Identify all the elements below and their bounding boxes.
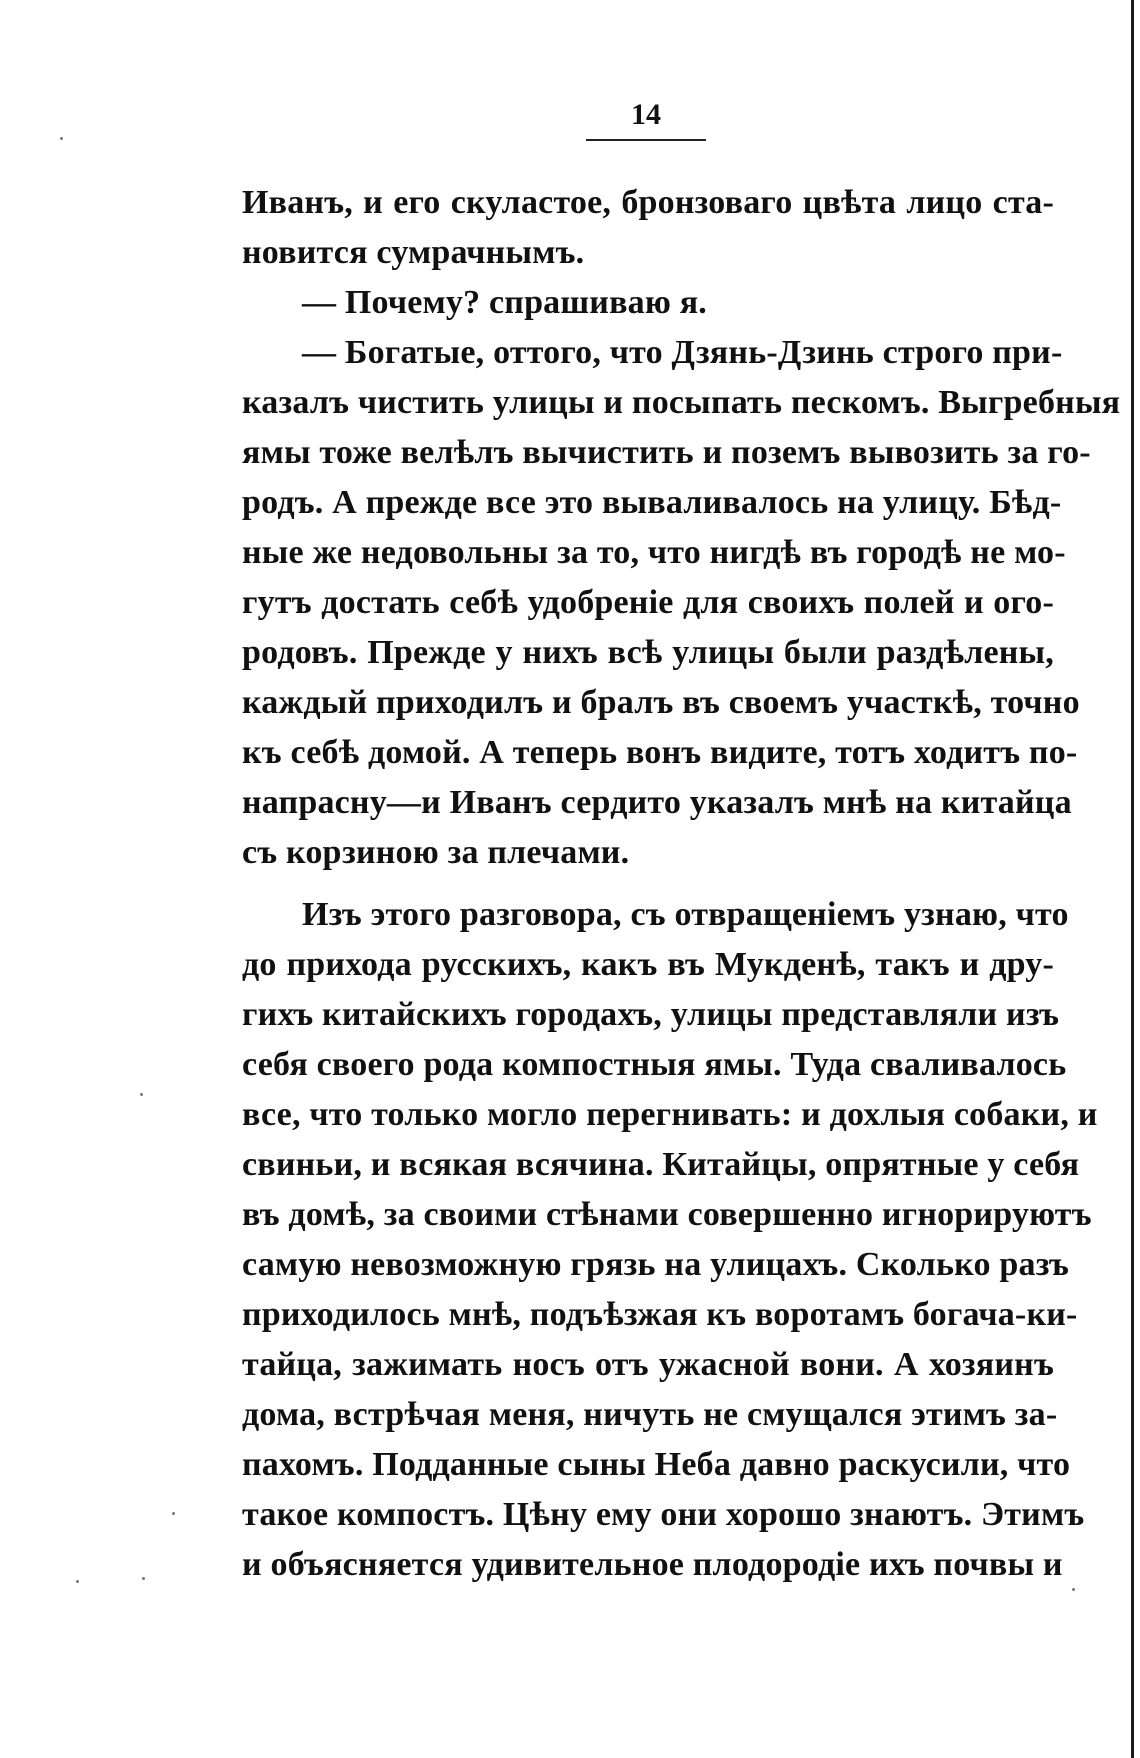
text-line: ямы тоже велѣлъ вычистить и поземъ вывозить за го- <box>242 434 1091 471</box>
text-line: родъ. А прежде все это вываливалось на улицу. Бѣд- <box>242 484 1062 521</box>
paragraph-gap <box>242 878 1054 890</box>
body-text <box>242 178 1121 1590</box>
text-line: такое компостъ. Цѣну ему они хорошо знаютъ. Этимъ <box>242 1496 1085 1533</box>
text-line: Иванъ, и его скуластое, бронзоваго цвѣта лицо ста- <box>242 184 1054 221</box>
text-line: пахомъ. Подданные сыны Неба давно раскусили, что <box>242 1446 1071 1483</box>
text-line: гихъ китайскихъ городахъ, улицы представляли изъ <box>242 996 1060 1033</box>
text-line: и объясняется удивительное плодородіе ихъ почвы и <box>242 1546 1063 1583</box>
text-line: въ домѣ, за своими стѣнами совершенно игнорируютъ <box>242 1196 1092 1233</box>
text-line: казалъ чистить улицы и посыпать пескомъ. Выгребныя <box>242 384 1121 421</box>
text-line: каждый приходилъ и бралъ въ своемъ участкѣ, точно <box>242 684 1080 721</box>
text-line: съ корзиною за плечами. <box>242 834 630 871</box>
text-line: все, что только могло перегнивать: и дохлыя собаки, и <box>242 1096 1098 1133</box>
text-line: ные же недовольны за то, что нигдѣ въ городѣ не мо- <box>242 534 1066 571</box>
scan-speck <box>76 1580 79 1583</box>
scan-speck <box>60 137 63 140</box>
text-line: дома, встрѣчая меня, ничуть не смущался этимъ за- <box>242 1396 1058 1433</box>
scan-speck <box>1072 1588 1075 1591</box>
paragraph <box>242 328 1121 878</box>
text-line: — Почему? спрашиваю я. <box>302 284 708 321</box>
text-line: Изъ этого разговора, съ отвращеніемъ узнаю, что <box>302 896 1069 933</box>
text-line: къ себѣ домой. А теперь вонъ видите, тотъ ходитъ по- <box>242 734 1078 771</box>
paragraph <box>242 278 1054 328</box>
page-number: 14 <box>631 98 661 131</box>
page-edge-line <box>1131 0 1134 1758</box>
text-line: напрасну—и Иванъ сердито указалъ мнѣ на китайца <box>242 784 1072 821</box>
text-line: новится сумрачнымъ. <box>242 234 585 271</box>
scan-speck <box>172 1512 175 1515</box>
text-line: свиньи, и всякая всячина. Китайцы, опрятные у себя <box>242 1146 1080 1183</box>
text-line: до прихода русскихъ, какъ въ Мукденѣ, такъ и дру- <box>242 946 1054 983</box>
text-line: — Богатые, оттого, что Дзянь-Дзинь строго при- <box>302 334 1063 371</box>
scan-speck <box>140 1093 143 1096</box>
text-line: родовъ. Прежде у нихъ всѣ улицы были раздѣлены, <box>242 634 1054 671</box>
text-line: самую невозможную грязь на улицахъ. Сколько разъ <box>242 1246 1069 1283</box>
text-line: себя своего рода компостныя ямы. Туда сваливалось <box>242 1046 1067 1083</box>
text-line: гутъ достать себѣ удобреніе для своихъ полей и ого- <box>242 584 1054 621</box>
paragraph <box>242 178 1054 278</box>
page-number-rule <box>586 139 706 141</box>
text-line: тайца, зажимать носъ отъ ужасной вони. А хозяинъ <box>242 1346 1054 1383</box>
paragraph <box>242 890 1098 1590</box>
text-line: приходилось мнѣ, подъѣзжая къ воротамъ богача-ки- <box>242 1296 1078 1333</box>
scan-speck <box>142 1577 145 1580</box>
